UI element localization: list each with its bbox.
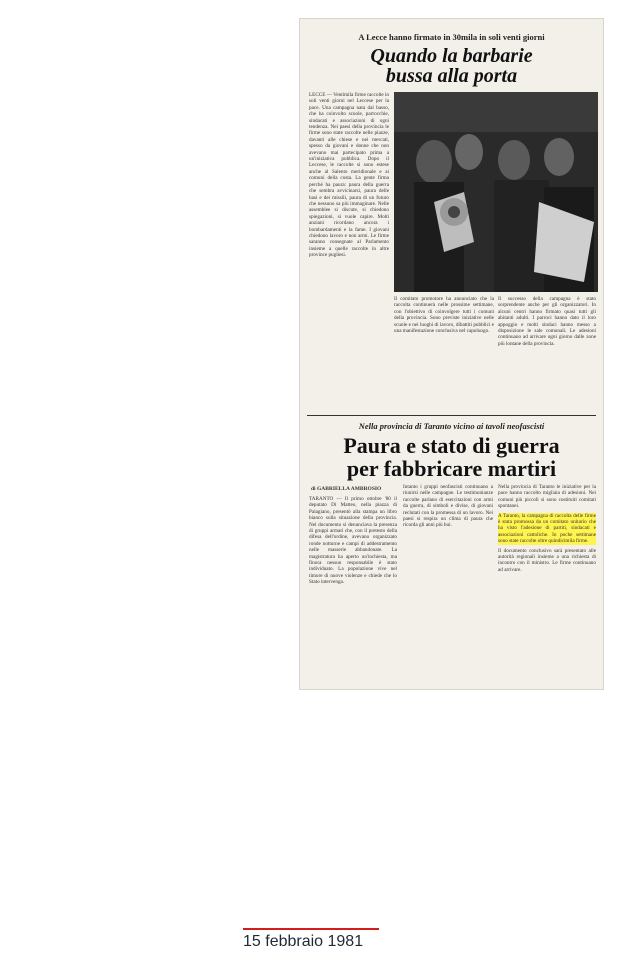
- article1-headline-line2: bussa alla porta: [385, 65, 518, 87]
- article2-column-2: [403, 484, 493, 684]
- article2-column-1-text: TARANTO — Il primo ottobre '80 il deputato Di Matteo, nella piazza di Palagiano, presentò alla stampa un libro bianco sulla situazione della provincia. Nel documento si denunciava la presenza di gruppi armati che, con il pretesto della difesa dell'ordine, avevano organizzato ronde notturne e campi di addestramento nelle masserie abbandonate. La magistratura ha aperto un'inchiesta, ma finora nessun responsabile è stato individuato. La popolazione vive nel timore di nuove violenze e chiede che lo Stato intervenga.: [309, 496, 397, 586]
- article2-headline-line1: Paura e stato di guerra: [343, 433, 560, 458]
- article1-column-2-text: Il comitato promotore ha annunciato che la raccolta continuerà nelle prossime settimane, con l'obiettivo di coinvolgere tutti i comuni della provincia. Sono previste iniziative nelle scuole e nei luoghi di lavoro, dibattiti pubblici e una manifestazione conclusiva nel capoluogo.: [394, 296, 494, 335]
- article2-column-2-text: Intanto i gruppi neofascisti continuano a riunirsi nelle campagne. Le testimonianze raccolte parlano di esercitazioni con armi da guerra, di simboli e divise, di giovani reclutati con la promessa di un lavoro. Nei paesi si respira un clima di paura che ricorda gli anni più bui.: [403, 484, 493, 529]
- photo-crowd-image: [394, 92, 598, 292]
- article2-headline-line2: per fabbricare martiri: [346, 456, 557, 481]
- article2-column-3c-text: Il documento conclusivo sarà presentato alle autorità regionali insieme a una richiesta di incontro con il ministro. Le firme continuano ad arrivare.: [498, 547, 596, 573]
- footer-date: 15 febbraio 1981: [243, 933, 364, 950]
- newspaper-clipping: [299, 18, 604, 690]
- article1-column-1: [309, 92, 389, 410]
- article1-column-3: [498, 296, 596, 410]
- footer-red-rule: [243, 928, 379, 930]
- article2-column-3a-text: Nella provincia di Taranto le iniziative per la pace hanno raccolto migliaia di adesioni. Nei comuni più piccoli si sono costituiti comitati spontanei.: [498, 484, 596, 510]
- article1-column-2: [394, 296, 494, 410]
- article-divider: [307, 415, 596, 416]
- article1-column-3-text: Il successo della campagna è stato sorprendente anche per gli organizzatori. In alcuni centri hanno firmato quasi tutti gli abitanti adulti. I parroci hanno dato il loro appoggio e molti sindaci hanno messo a disposizione le sale comunali. Le adesioni continuano ad arrivare ogni giorno dalle zone più lontane della provincia.: [498, 296, 596, 347]
- article1-headline-line1: Quando la barbarie: [370, 45, 533, 67]
- article2-byline: di GABRIELLA AMBROSIO: [311, 486, 382, 492]
- article2-kicker: Nella provincia di Taranto vicino ai tavoli neofascisti: [358, 421, 545, 431]
- article2-column-1: [309, 496, 397, 684]
- article1-column-1-text: LECCE — Ventimila firme raccolte in soli venti giorni nel Leccese per la pace. Una campagna nata dal basso, che ha coinvolto scuole, parrocchie, sindacati e associazioni di ogni tendenza. Nei paesi della provincia le firme sono state raccolte nelle piazze, davanti alle chiese e nei mercati, spesso da giovani e donne che non avevano mai partecipato prima a un'iniziativa pubblica. Dopo il Leccese, le raccolte si sono estese anche al Salento meridionale e ai comuni della costa. La gente firma perché ha paura: paura della guerra che sembra avvicinarsi, paura delle basi e dei missili, paura di un futuro che nessuno sa più immaginare. Nelle assemblee si discute, si chiedono spiegazioni, si vuole capire. Molti anziani ricordano ancora i bombardamenti e la fame. I giovani chiedono lavoro e non armi. Le firme saranno consegnate al Parlamento insieme a quelle raccolte in altre province pugliesi.: [309, 92, 389, 259]
- article1-kicker: A Lecce hanno firmato in 30mila in soli venti giorni: [358, 32, 545, 42]
- article2-column-3: [498, 484, 596, 684]
- article1-photo: [394, 92, 598, 292]
- article2-highlighted-paragraph: A Taranto, la campagna di raccolta delle firme è stata promossa da un comitato unitario che ha visto l'adesione di partiti, sindacati e associazioni cattoliche. In poche settimane sono state raccolte oltre quindicimila firme.: [498, 512, 596, 545]
